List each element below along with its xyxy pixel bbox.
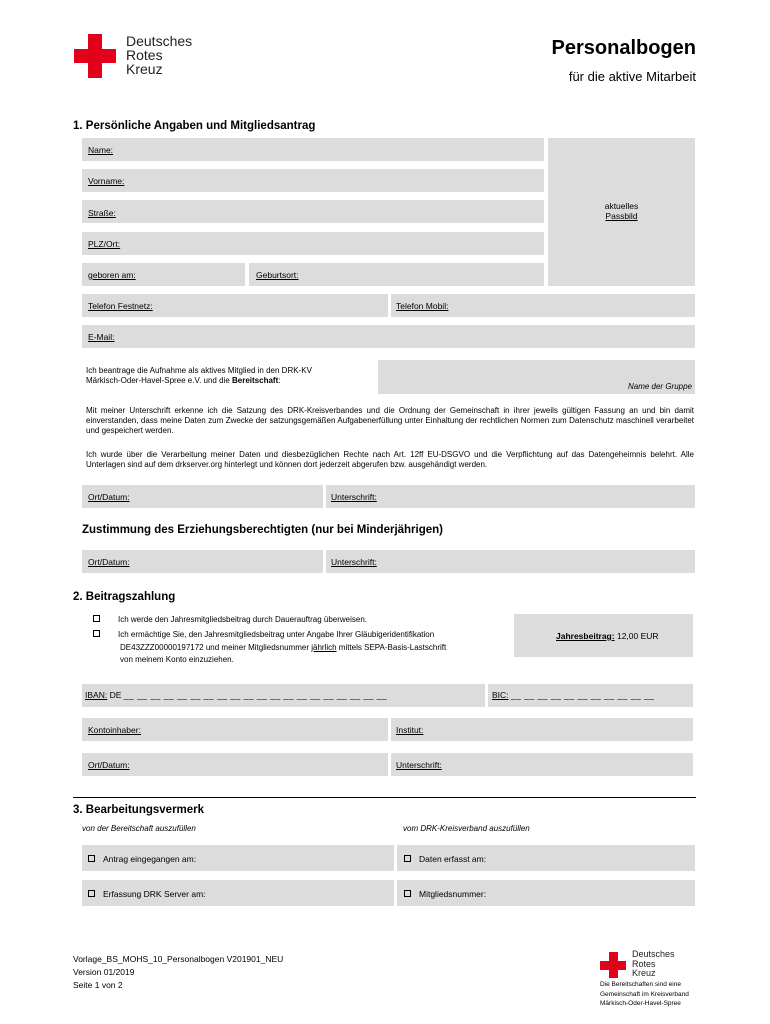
gruppe-label: Name der Gruppe [627, 382, 692, 391]
bic-label: BIC: [492, 690, 509, 700]
iban-blanks: __ __ __ __ __ __ __ __ __ __ __ __ __ __ __ __ __ __ __ __ [123, 690, 388, 700]
datenschutz-paragraph: Ich wurde über die Verarbeitung meiner Daten und diesbezüglichen Rechte nach Art. 12ff EU-DSGVO und die Verpflichtung auf das Datengeheimnis belehrt. Alle Unterlagen sind auf dem drkserver.org hinterlegt und können dort jederzeit abgerufen bzw. ausgehändigt werden. [86, 450, 694, 469]
email-label: E-Mail: [88, 332, 115, 342]
bic-blanks: __ __ __ __ __ __ __ __ __ __ __ [510, 690, 655, 700]
antrag-eingegangen-label: Antrag eingegangen am: [88, 854, 196, 864]
institut-field[interactable] [391, 718, 693, 741]
ort-datum-label: Ort/Datum: [88, 492, 130, 502]
plz-field[interactable] [82, 232, 544, 255]
zustimmung-heading: Zustimmung des Erziehungsberechtigten (nur bei Minderjährigen) [82, 524, 444, 536]
erfassung-server-label: Erfassung DRK Server am: [88, 889, 206, 899]
logo-text-deutsches: Deutsches [126, 33, 193, 49]
geburtsort-label: Geburtsort: [256, 270, 299, 280]
name-field[interactable] [82, 138, 544, 161]
email-field[interactable] [82, 325, 695, 348]
geboren-label: geboren am: [88, 270, 136, 280]
iban-label: IBAN: [85, 690, 108, 700]
drk-logo [74, 34, 224, 80]
dauerauftrag-checkbox[interactable] [93, 615, 100, 622]
telefon-festnetz-label: Telefon Festnetz: [88, 301, 153, 311]
jahresbeitrag-text: Jahresbeitrag: 12,00 EUR [556, 631, 659, 641]
footer-red-cross-icon [600, 952, 626, 978]
institut-label: Institut: [396, 725, 424, 735]
satzung-paragraph: Mit meiner Unterschrift erkenne ich die Satzung des DRK-Kreisverbandes und die Ordnung der Gemeinschaft in ihrer jeweils gültigen Fassung an und bin damit einverstanden, dass meine Daten zum Zwecke der satzungsgemäßen Aufgabenerfüllung unter Einhaltung der rechtlichen Normen zum Datenschutz maschinell verarbeitet und gespeichert werden. [86, 406, 694, 435]
footer-template-name: Vorlage_BS_MOHS_10_Personalbogen V201901_NEU [73, 954, 284, 964]
strasse-label: Straße: [88, 208, 116, 218]
page-title: Personalbogen [551, 37, 696, 59]
antrag-eingegangen-checkbox[interactable] [88, 855, 95, 862]
zustimmung-unterschrift-label: Unterschrift: [331, 557, 377, 567]
section3-heading: 3. Bearbeitungsvermerk [73, 804, 205, 816]
mitgliedsnummer-label: Mitgliedsnummer: [404, 889, 486, 899]
iban-label-group [85, 690, 387, 700]
logo-text-kreuz: Kreuz [126, 61, 163, 77]
section2-heading: 2. Beitragszahlung [73, 591, 176, 603]
footer-drk-logo: Deutsches Rotes Kreuz [600, 950, 700, 978]
mitgliedsnummer-checkbox[interactable] [404, 890, 411, 897]
section-divider [73, 797, 696, 798]
red-cross-icon [74, 34, 116, 78]
daten-erfasst-label: Daten erfasst am: [404, 854, 486, 864]
footer-page-number: Seite 1 von 2 [73, 980, 123, 990]
dauerauftrag-option: Ich werde den Jahresmitgliedsbeitrag durch Dauerauftrag überweisen. [93, 615, 367, 625]
antrag-text: Ich beantrage die Aufnahme als aktives Mitglied in den DRK-KV Märkisch-Oder-Havel-Spree e.V. und die Bereitschaft: [86, 366, 312, 385]
page-subtitle: für die aktive Mitarbeit [568, 69, 696, 84]
bereitschaft-note: von der Bereitschaft auszufüllen [82, 824, 196, 833]
section1-heading: 1. Persönliche Angaben und Mitgliedsantrag [73, 120, 316, 132]
kreisverband-note: vom DRK-Kreisverband auszufüllen [403, 824, 530, 833]
strasse-field[interactable] [82, 200, 544, 223]
unterschrift-label: Unterschrift: [331, 492, 377, 502]
vorname-label: Vorname: [88, 176, 125, 186]
vorname-field[interactable] [82, 169, 544, 192]
lastschrift-checkbox[interactable] [93, 630, 100, 637]
zustimmung-ort-datum-label: Ort/Datum: [88, 557, 130, 567]
footer-gemeinschaft-note: Die Bereitschaften sind eine Gemeinschaft im Kreisverband Märkisch-Oder-Havel-Spree [600, 981, 689, 1007]
plz-label: PLZ/Ort: [88, 239, 121, 249]
sepa-ort-datum-label: Ort/Datum: [88, 760, 130, 770]
passbild-label: aktuelles Passbild [604, 201, 639, 221]
erfassung-server-checkbox[interactable] [88, 890, 95, 897]
bic-label-group [492, 690, 655, 700]
telefon-mobil-label: Telefon Mobil: [396, 301, 449, 311]
footer-version: Version 01/2019 [73, 967, 135, 977]
unterschrift-field[interactable] [326, 485, 695, 508]
footer-info [73, 953, 283, 992]
kontoinhaber-label: Kontoinhaber: [88, 725, 141, 735]
iban-prefix: DE [109, 690, 122, 700]
lastschrift-option: Ich ermächtige Sie, den Jahresmitgliedsbeitrag unter Angabe Ihrer Gläubigeridentifikation DE43ZZZ00000197172 und meiner Mitgliedsnummer jährlich mittels SEPA-Basis-Lastschrift von meinem Konto einzuziehen. [93, 629, 513, 667]
zustimmung-unterschrift-field[interactable] [326, 550, 695, 573]
sepa-unterschrift-label: Unterschrift: [396, 760, 442, 770]
logo-text-rotes: Rotes [126, 47, 163, 63]
daten-erfasst-checkbox[interactable] [404, 855, 411, 862]
name-label: Name: [88, 145, 114, 155]
